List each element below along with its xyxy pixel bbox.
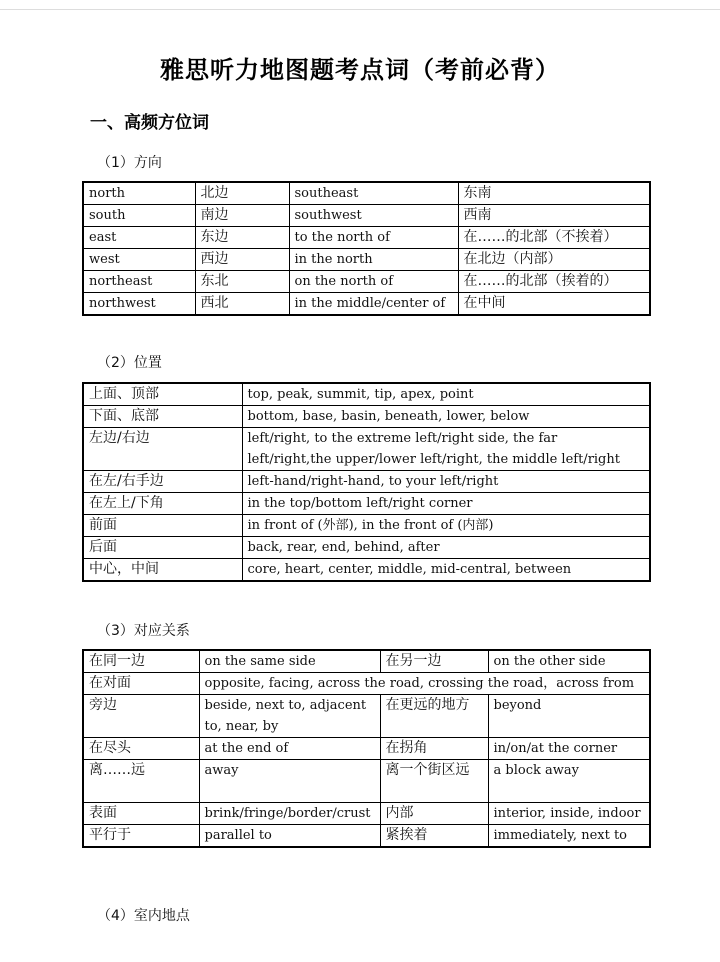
table-row <box>83 515 650 537</box>
table-cell: 西南 <box>458 205 650 227</box>
positions-table <box>82 382 651 582</box>
subheading-correspondence: （3）对应关系 <box>97 623 190 639</box>
table-cell: beside, next to, adjacent to, near, by <box>199 695 380 738</box>
table-cell: parallel to <box>199 825 380 848</box>
table-cell: 在另一边 <box>380 650 488 673</box>
directions-table <box>82 181 651 316</box>
table-cell: northeast <box>83 271 195 293</box>
table-cell: a block away <box>488 760 650 803</box>
table-cell: east <box>83 227 195 249</box>
table-row <box>83 271 650 293</box>
table-row <box>83 537 650 559</box>
table-cell: 在拐角 <box>380 738 488 760</box>
table-cell: 在更远的地方 <box>380 695 488 738</box>
table-row <box>83 182 650 205</box>
correspondence-table <box>82 649 651 848</box>
table-row <box>83 650 650 673</box>
table-cell: left/right, to the extreme left/right side, the far left/right,the upper/lower left/right, the middle left/right <box>242 428 650 471</box>
table-cell: 后面 <box>83 537 242 559</box>
table-cell: left-hand/right-hand, to your left/right <box>242 471 650 493</box>
table-row <box>83 803 650 825</box>
table-cell: 上面、顶部 <box>83 383 242 406</box>
table-cell: 中心，中间 <box>83 559 242 582</box>
top-divider <box>0 9 720 10</box>
table-cell: southeast <box>289 182 458 205</box>
table-cell: 南边 <box>195 205 289 227</box>
table-row <box>83 205 650 227</box>
table-row <box>83 249 650 271</box>
subheading-indoor-places: （4）室内地点 <box>97 908 190 924</box>
page-title: 雅思听力地图题考点词（考前必背） <box>160 56 560 84</box>
table-cell: in front of (外部), in the front of (内部) <box>242 515 650 537</box>
table-cell: in the north <box>289 249 458 271</box>
table-cell: on the same side <box>199 650 380 673</box>
table-cell: 东边 <box>195 227 289 249</box>
table-cell: top, peak, summit, tip, apex, point <box>242 383 650 406</box>
table-cell: 在……的北部（挨着的） <box>458 271 650 293</box>
table-cell: 离……远 <box>83 760 199 803</box>
table-cell: 在左上/下角 <box>83 493 242 515</box>
table-cell: 东北 <box>195 271 289 293</box>
table-row <box>83 695 650 738</box>
table-row <box>83 428 650 471</box>
table-cell: in the top/bottom left/right corner <box>242 493 650 515</box>
table-cell: 东南 <box>458 182 650 205</box>
table-cell: in/on/at the corner <box>488 738 650 760</box>
table-row <box>83 738 650 760</box>
table-row <box>83 293 650 316</box>
table-row <box>83 673 650 695</box>
section-heading-directional-words: 一、高频方位词 <box>90 113 209 133</box>
table-row <box>83 760 650 803</box>
table-row <box>83 825 650 848</box>
table-cell: 在尽头 <box>83 738 199 760</box>
table-cell: 在中间 <box>458 293 650 316</box>
table-cell: northwest <box>83 293 195 316</box>
table-cell: 离一个街区远 <box>380 760 488 803</box>
table-cell: immediately, next to <box>488 825 650 848</box>
table-cell: core, heart, center, middle, mid-central, between <box>242 559 650 582</box>
table-cell: 左边/右边 <box>83 428 242 471</box>
table-row <box>83 406 650 428</box>
table-cell: away <box>199 760 380 803</box>
table-row <box>83 559 650 582</box>
table-cell: 西北 <box>195 293 289 316</box>
table-cell: 下面、底部 <box>83 406 242 428</box>
table-cell: 西边 <box>195 249 289 271</box>
table-row <box>83 383 650 406</box>
table-cell: 在对面 <box>83 673 199 695</box>
table-cell: 内部 <box>380 803 488 825</box>
table-row <box>83 493 650 515</box>
table-row <box>83 227 650 249</box>
table-cell: to the north of <box>289 227 458 249</box>
table-cell: 前面 <box>83 515 242 537</box>
table-row <box>83 471 650 493</box>
subheading-positions: （2）位置 <box>97 355 162 371</box>
table-cell: 在同一边 <box>83 650 199 673</box>
table-cell: 在……的北部（不挨着） <box>458 227 650 249</box>
table-cell: north <box>83 182 195 205</box>
table-cell: west <box>83 249 195 271</box>
table-cell: 紧挨着 <box>380 825 488 848</box>
table-cell: opposite, facing, across the road, crossing the road，across from <box>199 673 650 695</box>
table-cell: southwest <box>289 205 458 227</box>
table-cell: back, rear, end, behind, after <box>242 537 650 559</box>
table-cell: 北边 <box>195 182 289 205</box>
table-cell: bottom, base, basin, beneath, lower, below <box>242 406 650 428</box>
table-cell: interior, inside, indoor <box>488 803 650 825</box>
subheading-directions: （1）方向 <box>97 155 162 171</box>
table-cell: 旁边 <box>83 695 199 738</box>
table-cell: on the other side <box>488 650 650 673</box>
table-cell: brink/fringe/border/crust <box>199 803 380 825</box>
table-cell: 表面 <box>83 803 199 825</box>
table-cell: on the north of <box>289 271 458 293</box>
table-cell: 在北边（内部） <box>458 249 650 271</box>
table-cell: beyond <box>488 695 650 738</box>
table-cell: in the middle/center of <box>289 293 458 316</box>
table-cell: at the end of <box>199 738 380 760</box>
table-cell: 在左/右手边 <box>83 471 242 493</box>
table-cell: 平行于 <box>83 825 199 848</box>
table-cell: south <box>83 205 195 227</box>
